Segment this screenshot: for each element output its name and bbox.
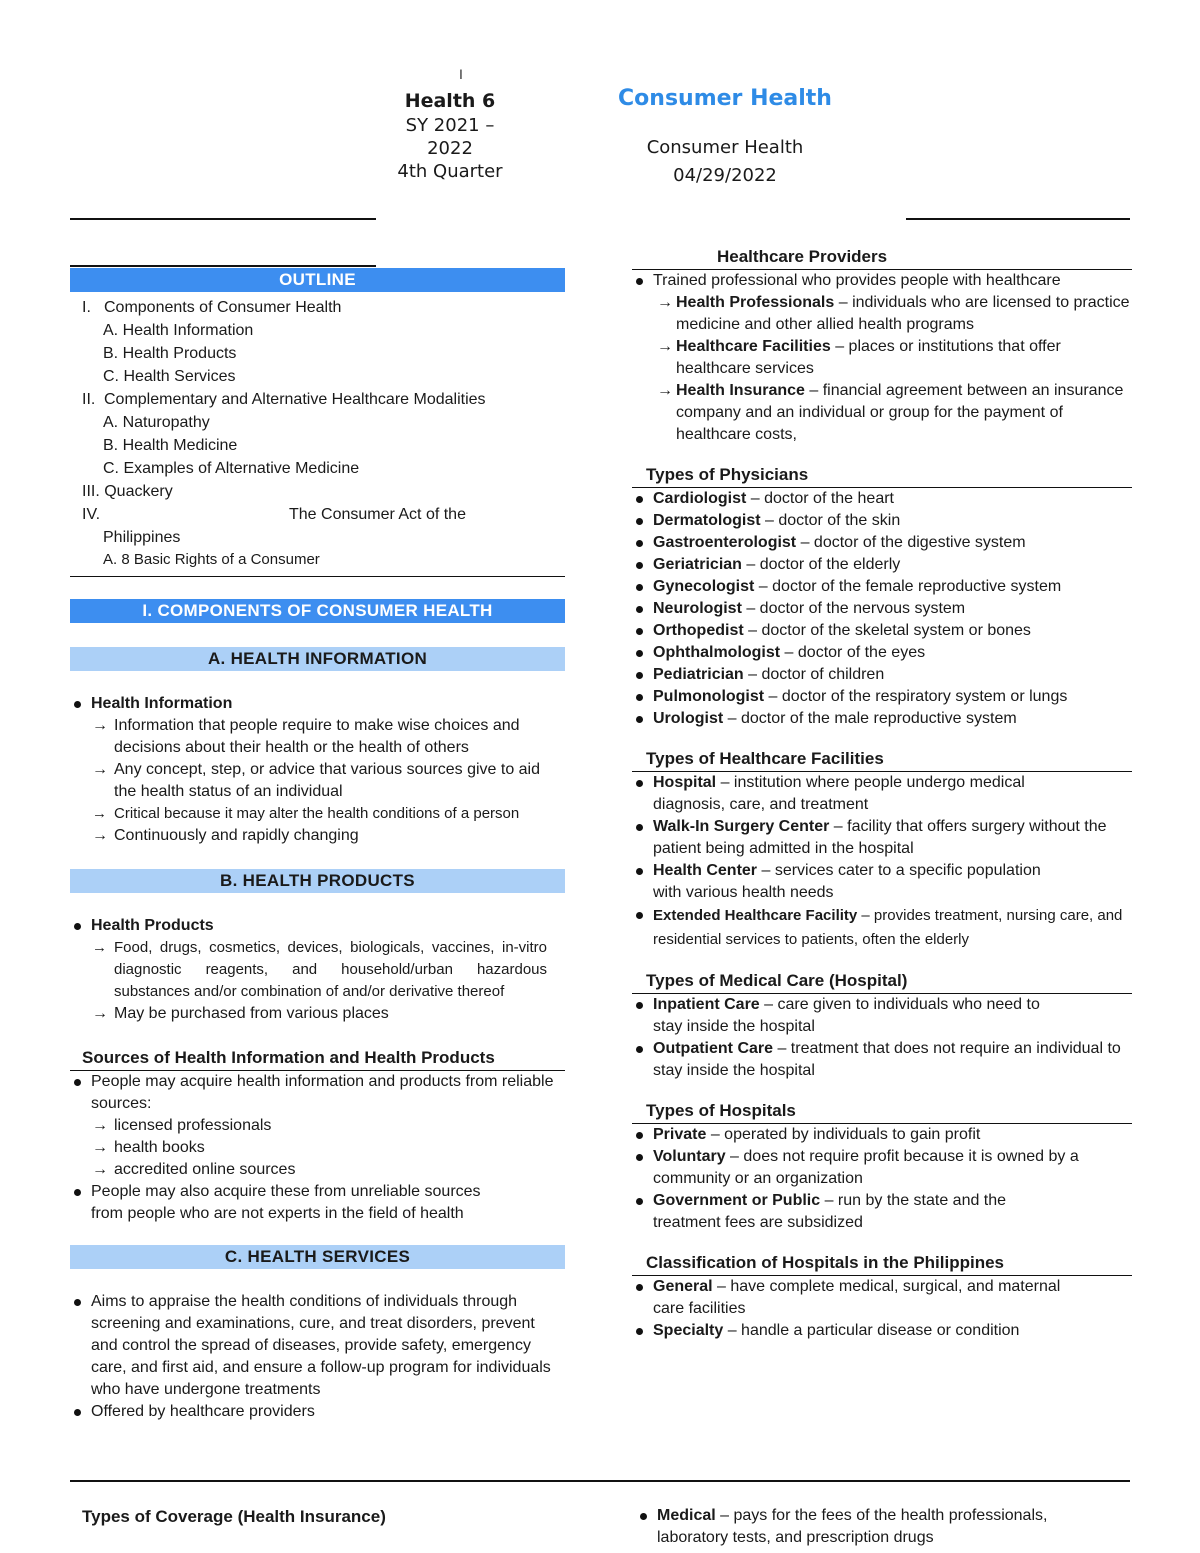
medical-care-title: Types of Medical Care (Hospital): [632, 968, 1132, 994]
outline-title: OUTLINE: [70, 268, 565, 292]
header-rule-left: [70, 218, 376, 220]
outline-item: A. 8 Basic Rights of a Consumer: [103, 551, 320, 568]
right-column: [632, 244, 1132, 1342]
list-item: Aims to appraise the health conditions of individuals through screening and examinations, cure, and treat disorders, prevent and control the spread of diseases, provide safety, emergency care, and first aid, and ensure a follow-up program for individuals who have undergone treatments: [70, 1291, 565, 1401]
outline-item: B. Health Products: [103, 345, 237, 362]
list-item: Gastroenterologist – doctor of the digestive system: [632, 532, 1132, 554]
outline-item: C. Examples of Alternative Medicine: [103, 460, 360, 477]
list-item: People may also acquire these from unreliable sources from people who are not experts in the field of health: [70, 1181, 565, 1225]
outline-item: III. Quackery: [82, 483, 173, 500]
header-left: [380, 88, 520, 183]
health-services-title: C. HEALTH SERVICES: [70, 1245, 565, 1269]
list-item: → Any concept, step, or advice that various sources give to aid the health status of an individual: [92, 761, 541, 800]
list-item: Walk-In Surgery Center – facility that offers surgery without the patient being admitted in the hospital: [632, 816, 1132, 860]
list-item: → Health Professionals – individuals who are licensed to practice medicine and other allied health programs: [657, 294, 1130, 333]
list-item: Health Information: [70, 693, 565, 715]
school-year-line2: 2022: [427, 138, 473, 159]
outline-item: II. Complementary and Alternative Healthcare Modalities: [82, 391, 486, 408]
list-item: Trained professional who provides people with healthcare: [632, 270, 1132, 292]
list-item: → health books: [70, 1137, 565, 1159]
list-item: Dermatologist – doctor of the skin: [632, 510, 1132, 532]
arrow-icon: →: [92, 1117, 108, 1134]
arrow-icon: →: [92, 761, 108, 778]
health-information-title: A. HEALTH INFORMATION: [70, 647, 565, 671]
list-item: Health Products: [70, 915, 565, 937]
list-item: Outpatient Care – treatment that does not require an individual to stay inside the hospital: [632, 1038, 1132, 1082]
list-item: → accredited online sources: [70, 1159, 565, 1181]
coverage-item: [636, 1505, 1116, 1549]
arrow-icon: →: [92, 827, 108, 844]
list-item: Urologist – doctor of the male reproductive system: [632, 708, 1132, 730]
list-item: Specialty – handle a particular disease or condition: [632, 1320, 1132, 1342]
list-item: → May be purchased from various places: [70, 1003, 565, 1025]
classification-title: Classification of Hospitals in the Philippines: [632, 1250, 1132, 1276]
outline-item: I. Components of Consumer Health: [82, 299, 342, 316]
outline-item: C. Health Services: [103, 368, 236, 385]
list-item: Pulmonologist – doctor of the respiratory system or lungs: [632, 686, 1132, 708]
lesson-date: 04/29/2022: [673, 165, 777, 186]
arrow-icon: →: [92, 1139, 108, 1156]
outline-item: B. Health Medicine: [103, 437, 238, 454]
section-components-title: I. COMPONENTS OF CONSUMER HEALTH: [70, 599, 565, 623]
header-right: [600, 84, 850, 190]
school-year-line1: SY 2021 –: [405, 115, 495, 136]
hospitals-title: Types of Hospitals: [632, 1098, 1132, 1124]
list-item: Voluntary – does not require profit because it is owned by a community or an organization: [632, 1146, 1132, 1190]
list-item: People may acquire health information and products from reliable sources:: [70, 1071, 565, 1115]
left-column: [70, 268, 565, 1423]
list-item: General – have complete medical, surgical, and maternal care facilities: [632, 1276, 1132, 1320]
topic-title: Consumer Health: [618, 86, 832, 111]
arrow-icon: →: [92, 805, 107, 822]
list-item: Health Center – services cater to a specific population with various health needs: [632, 860, 1132, 904]
list-item: → Continuously and rapidly changing: [70, 825, 565, 847]
physicians-title: Types of Physicians: [632, 462, 1132, 488]
list-item: Pediatrician – doctor of children: [632, 664, 1132, 686]
list-item: Geriatrician – doctor of the elderly: [632, 554, 1132, 576]
arrow-icon: →: [92, 1161, 108, 1178]
outline-top-rule: [70, 265, 376, 267]
list-item: Government or Public – run by the state and the treatment fees are subsidized: [632, 1190, 1132, 1234]
outline-item: IV. The Consumer Act of the: [82, 506, 466, 523]
arrow-icon: →: [657, 338, 673, 355]
arrow-icon: →: [92, 939, 107, 956]
outline-item: Philippines: [103, 529, 181, 546]
list-item: → Health Insurance – financial agreement between an insurance company and an individual or group for the payment of healthcare costs,: [657, 382, 1124, 443]
list-item: Orthopedist – doctor of the skeletal system or bones: [632, 620, 1132, 642]
header-rule-right: [906, 218, 1130, 220]
list-item: Medical – pays for the fees of the health professionals, laboratory tests, and prescription drugs: [636, 1505, 1116, 1549]
course-title: Health 6: [404, 90, 496, 112]
list-item: → Critical because it may alter the health conditions of a person: [70, 803, 565, 825]
arrow-icon: →: [92, 1005, 108, 1022]
header-tick: I: [459, 66, 463, 82]
arrow-icon: →: [92, 717, 108, 734]
list-item: Hospital – institution where people undergo medical diagnosis, care, and treatment: [632, 772, 1132, 816]
topic-name: Consumer Health: [646, 137, 804, 158]
coverage-title: Types of Coverage (Health Insurance): [82, 1507, 386, 1526]
list-item: Private – operated by individuals to gain profit: [632, 1124, 1132, 1146]
footer-rule: [70, 1480, 1130, 1482]
list-item: Inpatient Care – care given to individuals who need to stay inside the hospital: [632, 994, 1132, 1038]
list-item: Extended Healthcare Facility – provides treatment, nursing care, and residential services to patients, often the elderly: [632, 904, 1132, 952]
list-item: → Information that people require to make wise choices and decisions about their health or the health of others: [92, 717, 520, 756]
outline-item: A. Health Information: [103, 322, 254, 339]
facilities-title: Types of Healthcare Facilities: [632, 746, 1132, 772]
arrow-icon: →: [657, 294, 673, 311]
arrow-icon: →: [657, 382, 673, 399]
list-item: → Food, drugs, cosmetics, devices, biologicals, vaccines, in-vitro diagnostic reagents, and household/urban hazardous substances and/or combination of and/or derivative thereof: [92, 939, 547, 1000]
list-item: → Healthcare Facilities – places or institutions that offer healthcare services: [657, 338, 1061, 377]
outline-list: [70, 292, 565, 577]
list-item: Offered by healthcare providers: [70, 1401, 565, 1423]
sources-title: Sources of Health Information and Health Products: [70, 1045, 565, 1071]
list-item: Gynecologist – doctor of the female reproductive system: [632, 576, 1132, 598]
providers-title: Healthcare Providers: [632, 244, 1132, 270]
list-item: Ophthalmologist – doctor of the eyes: [632, 642, 1132, 664]
list-item: → licensed professionals: [70, 1115, 565, 1137]
list-item: Cardiologist – doctor of the heart: [632, 488, 1132, 510]
quarter: 4th Quarter: [397, 161, 503, 182]
outline-item: A. Naturopathy: [103, 414, 210, 431]
health-products-title: B. HEALTH PRODUCTS: [70, 869, 565, 893]
list-item: Neurologist – doctor of the nervous system: [632, 598, 1132, 620]
